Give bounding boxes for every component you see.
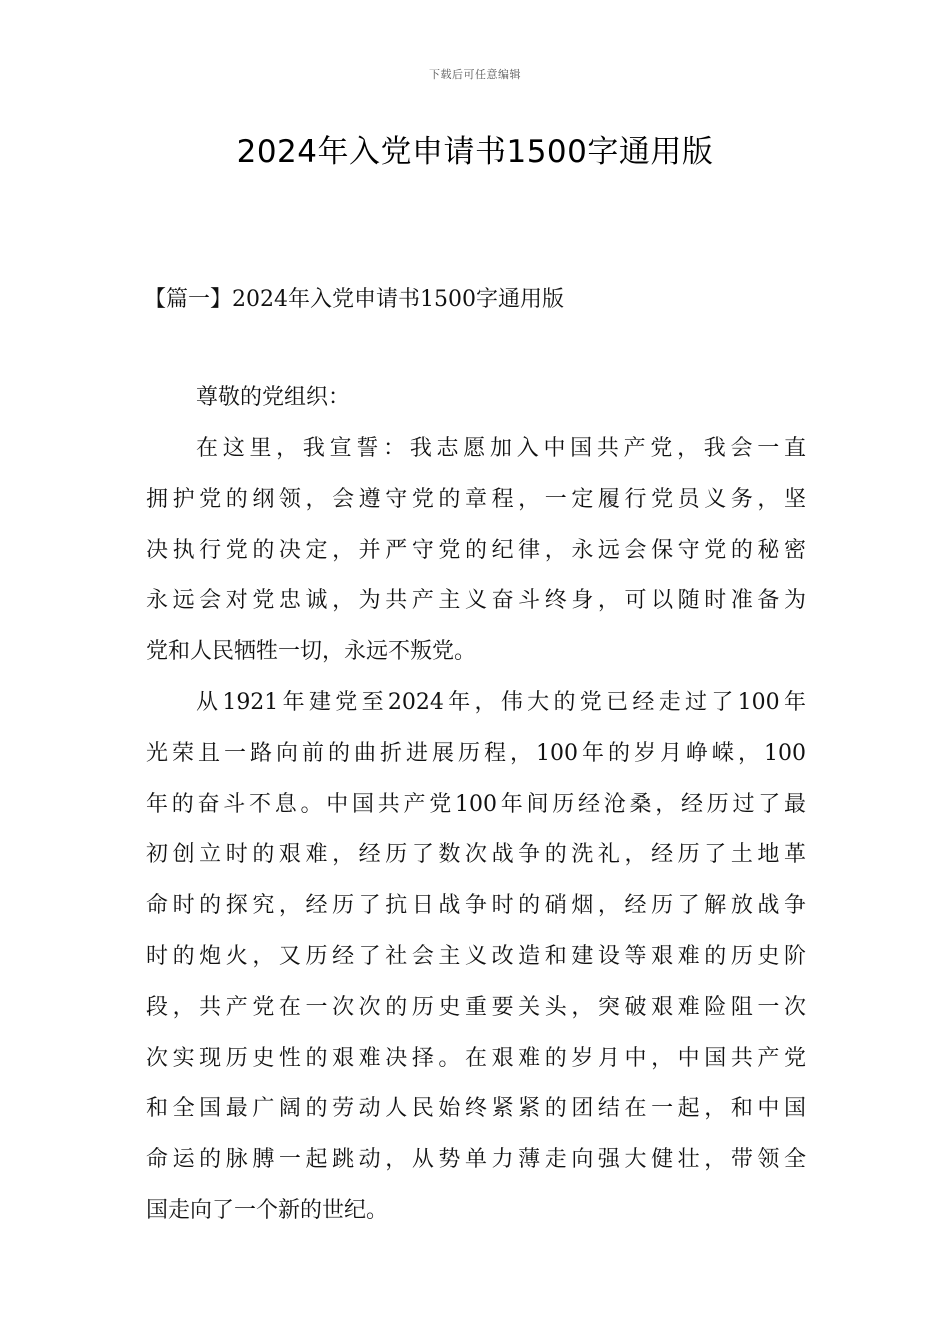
paragraph-line: 国走向了一个新的世纪。 bbox=[146, 1197, 389, 1223]
paragraph-line: 在这里，我宣誓：我志愿加入中国共产党，我会一直 bbox=[196, 436, 806, 461]
paragraph-line: 决执行党的决定，并严守党的纪律，永远会保守党的秘密 bbox=[146, 537, 806, 563]
paragraph-line: 党和人民牺牲一切，永远不叛党。 bbox=[146, 639, 477, 665]
paragraph-line: 次实现历史性的艰难决择。在艰难的岁月中，中国共产党 bbox=[146, 1045, 806, 1071]
salutation: 尊敬的党组织： bbox=[196, 385, 351, 410]
paragraph-line: 永远会对党忠诚，为共产主义奋斗终身，可以随时准备为 bbox=[146, 588, 806, 614]
page-title: 2024年入党申请书1500字通用版 bbox=[236, 134, 714, 170]
paragraph-line: 拥护党的纲领，会遵守党的章程，一定履行党员义务，坚 bbox=[146, 486, 806, 512]
paragraph-line: 年的奋斗不息。中国共产党100年间历经沧桑，经历过了最 bbox=[146, 791, 806, 817]
section-heading: 【篇一】2024年入党申请书1500字通用版 bbox=[144, 287, 564, 312]
paragraph-line: 命时的探究，经历了抗日战争时的硝烟，经历了解放战争 bbox=[146, 893, 806, 919]
paragraph-line: 时的炮火，又历经了社会主义改造和建设等艰难的历史阶 bbox=[146, 943, 806, 969]
paragraph-line: 和全国最广阔的劳动人民始终紧紧的团结在一起，和中国 bbox=[146, 1096, 806, 1122]
header-note: 下载后可任意编辑 bbox=[429, 68, 521, 81]
paragraph-line: 从1921年建党至2024年，伟大的党已经走过了100年 bbox=[196, 690, 806, 715]
paragraph-1 bbox=[146, 424, 806, 678]
paragraph-line: 初创立时的艰难，经历了数次战争的洗礼，经历了土地革 bbox=[146, 842, 806, 868]
paragraph-line: 光荣且一路向前的曲折进展历程，100年的岁月峥嵘，100 bbox=[146, 740, 806, 766]
paragraph-2 bbox=[146, 678, 806, 1237]
paragraph-line: 段，共产党在一次次的历史重要关头，突破艰难险阻一次 bbox=[146, 994, 806, 1020]
paragraph-line: 命运的脉膊一起跳动，从势单力薄走向强大健壮，带领全 bbox=[146, 1147, 806, 1173]
